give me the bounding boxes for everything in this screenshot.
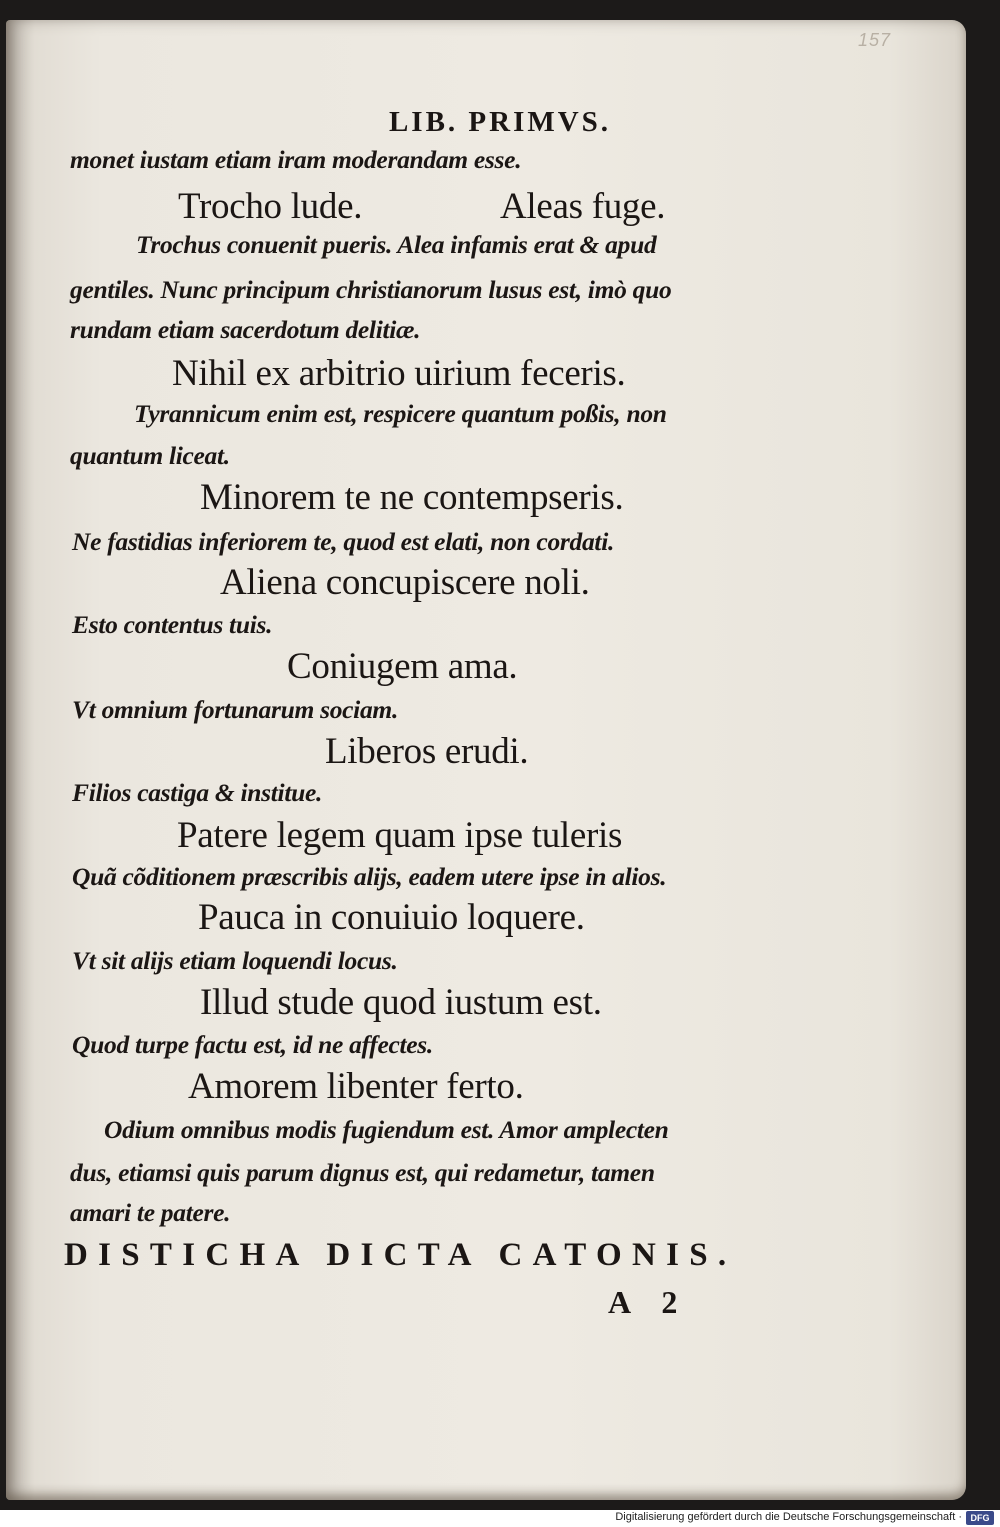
text-line-25: dus, etiamsi quis parum dignus est, qui redametur, tamen — [70, 1158, 655, 1187]
maxim-aleas: Aleas fuge. — [500, 186, 666, 227]
text-line-3: Trochus conuenit pueris. Alea infamis erat & apud — [136, 230, 657, 259]
text-line-16: Filios castiga & institue. — [72, 778, 323, 807]
signature-mark: A 2 — [608, 1284, 690, 1320]
text-line-18: Quã cõditionem præscribis alijs, eadem utere ipse in alios. — [72, 862, 667, 891]
maxim-nihil: Nihil ex arbitrio uirium feceris. — [172, 353, 626, 394]
text-line-1: monet iustam etiam iram moderandam esse. — [70, 145, 522, 174]
digitization-credit: Digitalisierung gefördert durch die Deutsche Forschungsgemeinschaft · — [615, 1511, 962, 1523]
maxim-coniugem: Coniugem ama. — [287, 646, 518, 687]
text-line-10: Ne fastidias inferiorem te, quod est elati, non cordati. — [72, 527, 615, 556]
folio-mark: 157 — [858, 30, 892, 50]
maxim-amorem: Amorem libenter ferto. — [188, 1066, 524, 1107]
text-line-8: quantum liceat. — [70, 441, 230, 470]
text-line-4: gentiles. Nunc principum christianorum lusus est, imò quo — [70, 275, 672, 304]
text-line-20: Vt sit alijs etiam loquendi locus. — [72, 946, 398, 975]
maxim-illud: Illud stude quod iustum est. — [200, 982, 602, 1023]
running-head: LIB. PRIMVS. — [388, 106, 612, 138]
text-line-14: Vt omnium fortunarum sociam. — [72, 695, 399, 724]
text-line-7: Tyrannicum enim est, respicere quantum poßis, non — [134, 399, 667, 428]
maxim-trocho: Trocho lude. — [178, 186, 363, 227]
dfg-logo: DFG — [966, 1511, 994, 1525]
text-line-26: amari te patere. — [70, 1198, 231, 1227]
text-line-12: Esto contentus tuis. — [72, 610, 273, 639]
text-line-5: rundam etiam sacerdotum delitiæ. — [70, 315, 421, 344]
maxim-minorem: Minorem te ne contempseris. — [200, 477, 624, 518]
text-line-22: Quod turpe factu est, id ne affectes. — [72, 1030, 433, 1059]
maxim-pauca: Pauca in conuiuio loquere. — [198, 897, 585, 938]
maxim-aliena: Aliena concupiscere noli. — [220, 562, 590, 603]
maxim-patere: Patere legem quam ipse tuleris — [177, 815, 623, 856]
maxim-liberos: Liberos erudi. — [325, 731, 529, 772]
text-line-24: Odium omnibus modis fugiendum est. Amor amplecten — [104, 1115, 669, 1144]
catchword-title: DISTICHA DICTA CATONIS. — [64, 1237, 737, 1273]
